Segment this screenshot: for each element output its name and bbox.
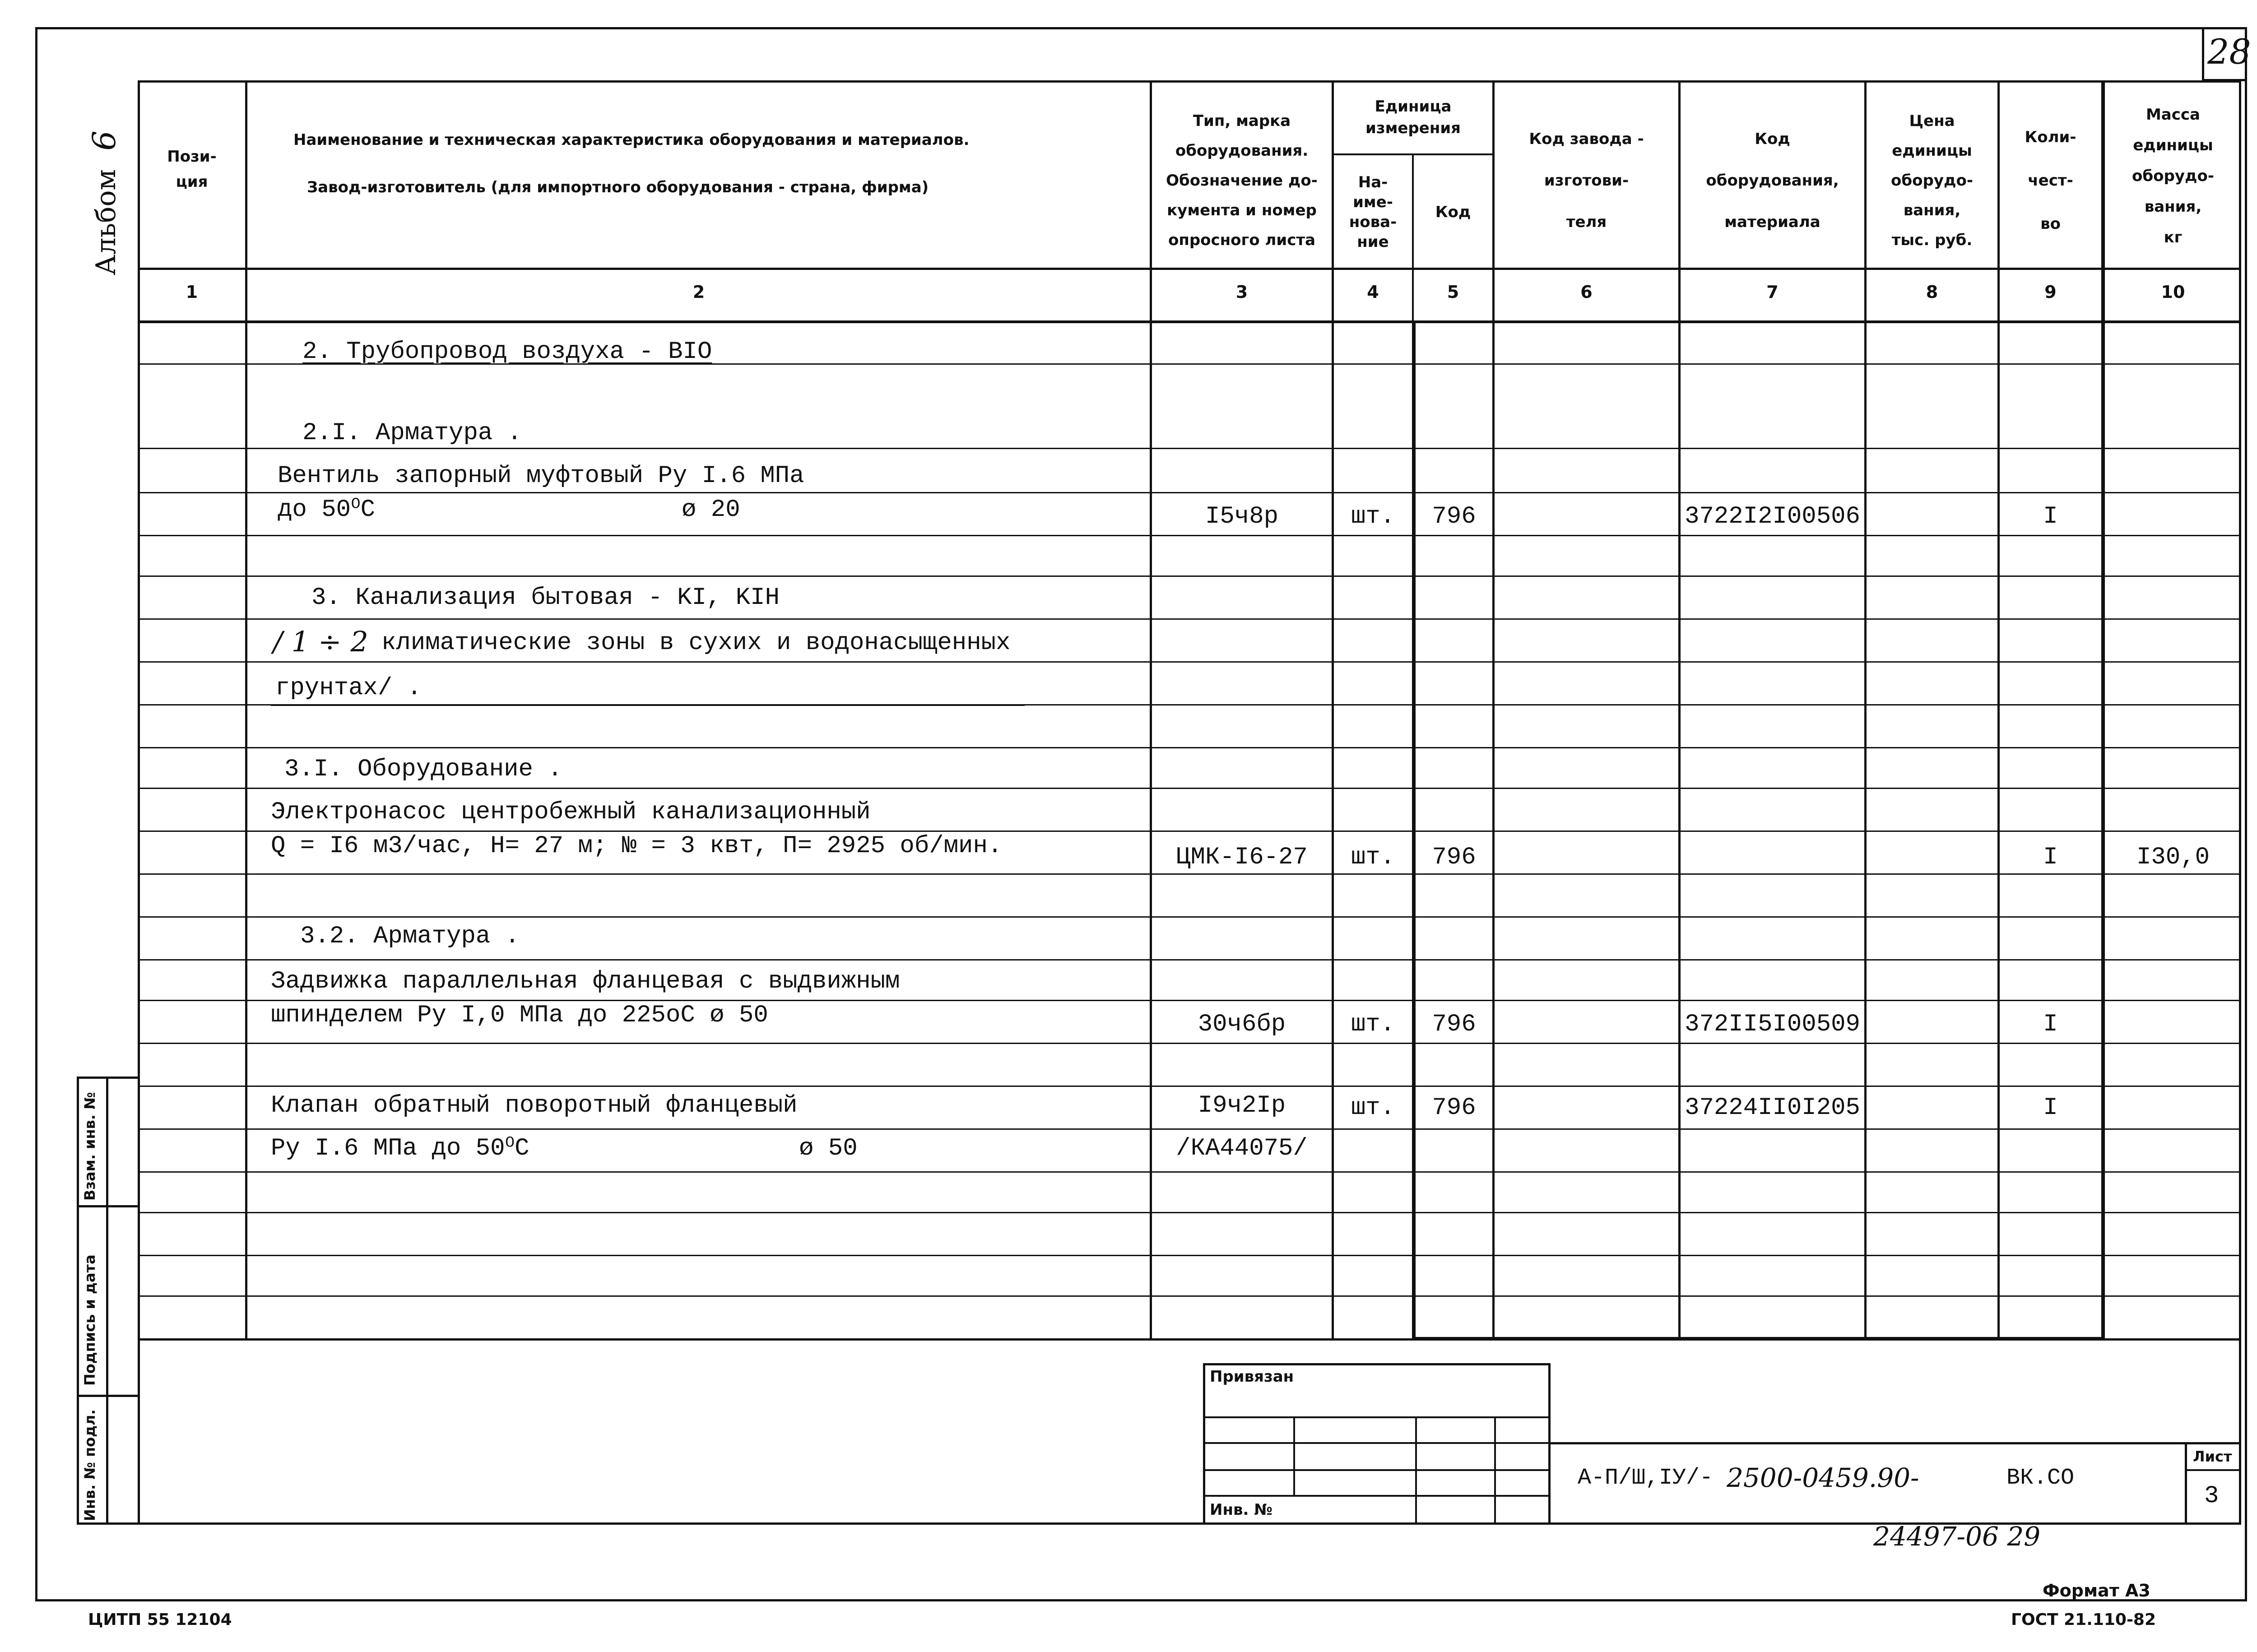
item-check-valve-doc: /КА44075/ [1176,1135,1308,1162]
item-valve-type: I5ч8р [1205,503,1279,530]
colnum-2: 2 [692,282,705,302]
header-col8: Цена единицы оборудо- вания, тыс. руб. [1891,112,1973,249]
footer-gost: ГОСТ 21.110-82 [2011,1610,2156,1629]
section-air-pipeline: 2. Трубопровод воздуха - BIO [302,338,712,366]
soils-text: грунтах/ . [275,674,422,702]
header-col6: Код завода - изготови- теля [1529,130,1644,231]
row-line [138,448,2241,449]
item-check-valve-type: I9ч2Iр [1198,1092,1286,1119]
climate-zones-text: климатические зоны в сухих и водонасыщенных [381,629,1011,657]
item-check-valve-qty: I [2043,1094,2058,1122]
item-pump-type: ЦМК-I6-27 [1176,844,1308,871]
side-vzam: Взам. инв. № [81,1092,98,1201]
item-check-valve-desc: Клапан обратный поворотный фланцевый [271,1092,798,1119]
subsection-equipment: 3.I. Оборудование . [284,756,562,783]
item-gate-specs: шпинделем Ру I,0 МПа до 225оС ø 50 [271,1002,768,1029]
colnum-1: 1 [186,282,198,302]
row-line [138,1212,2241,1213]
subsection-fittings-1: 2.I. Арматура . [302,419,522,447]
item-pump-desc: Электронасос центробежный канализационный [271,798,871,826]
item-valve-diam: ø 20 [682,496,740,524]
colnum-4: 4 [1367,282,1379,302]
soils-underline [271,704,1025,706]
colnum-8: 8 [1926,282,1938,302]
colnum-6: 6 [1580,282,1593,302]
section-sewage: 3. Канализация бытовая - KI, KIH [311,584,780,612]
colnum-5: 5 [1447,282,1459,302]
header-col10: Масса единицы оборудо- вания, кг [2132,106,2214,246]
header-col2-line2: Завод-изготовитель (для импортного оборудования - страна, фирма) [307,178,929,196]
item-check-valve-code: 796 [1432,1094,1476,1122]
item-gate-desc: Задвижка параллельная фланцевая с выдвижным [271,968,900,995]
row-line [138,492,2241,493]
item-gate-matcode: 372II5I00509 [1685,1011,1860,1038]
side-inv-podl: Инв. № подл. [81,1409,98,1521]
header-col3: Тип, марка оборудования. Обозначение до- кумента и номер опросного листа [1166,112,1318,249]
header-col45-group: Единица измерения [1365,97,1461,137]
row-line [138,535,2241,536]
row-line [138,916,2241,918]
item-check-valve-diam: ø 50 [799,1135,858,1162]
row-line [138,1086,2241,1087]
doc-code-typed: А-П/Ш,IУ/- [1578,1465,1714,1491]
header-col9: Коли- чест- во [2025,128,2076,233]
item-gate-unit: шт. [1351,1011,1395,1038]
subsection-fittings-2: 3.2. Арматура . [300,923,520,950]
row-line [138,1295,2241,1297]
item-valve-code: 796 [1432,503,1476,530]
colnum-9: 9 [2044,282,2057,302]
album-label-text: Альбом [90,169,122,275]
colnum-3: 3 [1235,282,1248,302]
inv-no-label: Инв. № [1210,1501,1273,1519]
item-check-valve-unit: шт. [1351,1094,1395,1122]
footer-format: Формат А3 [2043,1581,2150,1601]
sheet-label: Лист [2193,1448,2232,1465]
item-gate-type: 30ч6бр [1198,1011,1286,1038]
item-pump-mass: I30,0 [2136,844,2210,871]
side-podpis: Подпись и дата [81,1254,98,1386]
header-col5: Код [1435,203,1471,221]
album-label [86,130,123,275]
colnum-10: 10 [2161,282,2185,302]
item-pump-qty: I [2043,844,2058,871]
colnum-7: 7 [1766,282,1779,302]
item-pump-specs: Q = I6 м3/час, H= 27 м; № = 3 квт, П= 2925 об/мин. [271,832,1003,860]
sheet-number: 3 [2204,1482,2219,1510]
item-valve-unit: шт. [1351,503,1395,530]
climate-zones-hand: / 1 ÷ 2 [273,625,368,658]
row-line [138,1171,2241,1173]
item-check-valve-matcode: 37224II0I205 [1685,1094,1860,1122]
row-line [138,1043,2241,1044]
item-valve-matcode: 3722I2I00506 [1685,503,1860,530]
row-line [138,959,2241,961]
row-line [138,575,2241,577]
album-number: 6 [86,130,123,151]
item-gate-code: 796 [1432,1011,1476,1038]
row-line [138,661,2241,663]
header-col2-line1: Наименование и техническая характеристика оборудования и материалов. [293,131,970,149]
footer-left: ЦИТП 55 12104 [88,1610,232,1629]
item-valve-qty: I [2043,503,2058,530]
header-col7: Код оборудования, материала [1706,130,1839,231]
item-valve-desc: Вентиль запорный муфтовый Ру I.6 МПа [278,462,804,490]
row-line [138,747,2241,748]
row-line [138,1255,2241,1256]
row-line [138,1128,2241,1130]
row-line [138,618,2241,620]
row-line [138,831,2241,832]
row-line [138,788,2241,789]
hand-number: 24497-06 29 [1873,1521,2041,1552]
item-check-valve-specs: Ру I.6 МПа до 50⁰С [271,1135,529,1162]
item-pump-code: 796 [1432,844,1476,871]
item-valve-temp: до 50⁰С [278,496,376,524]
doc-code-hand: 2500-0459.90- [1727,1462,1919,1493]
header-col4: На- име- нова- ние [1349,173,1397,251]
privyazan-label: Привязан [1210,1368,1294,1386]
doc-code-suffix: ВК.СО [2006,1465,2075,1491]
page-number: 28 [2207,32,2251,72]
row-line [138,873,2241,875]
header-col1: Пози- ция [167,148,217,191]
item-pump-unit: шт. [1351,844,1395,871]
item-gate-qty: I [2043,1011,2058,1038]
row-line [138,1000,2241,1001]
